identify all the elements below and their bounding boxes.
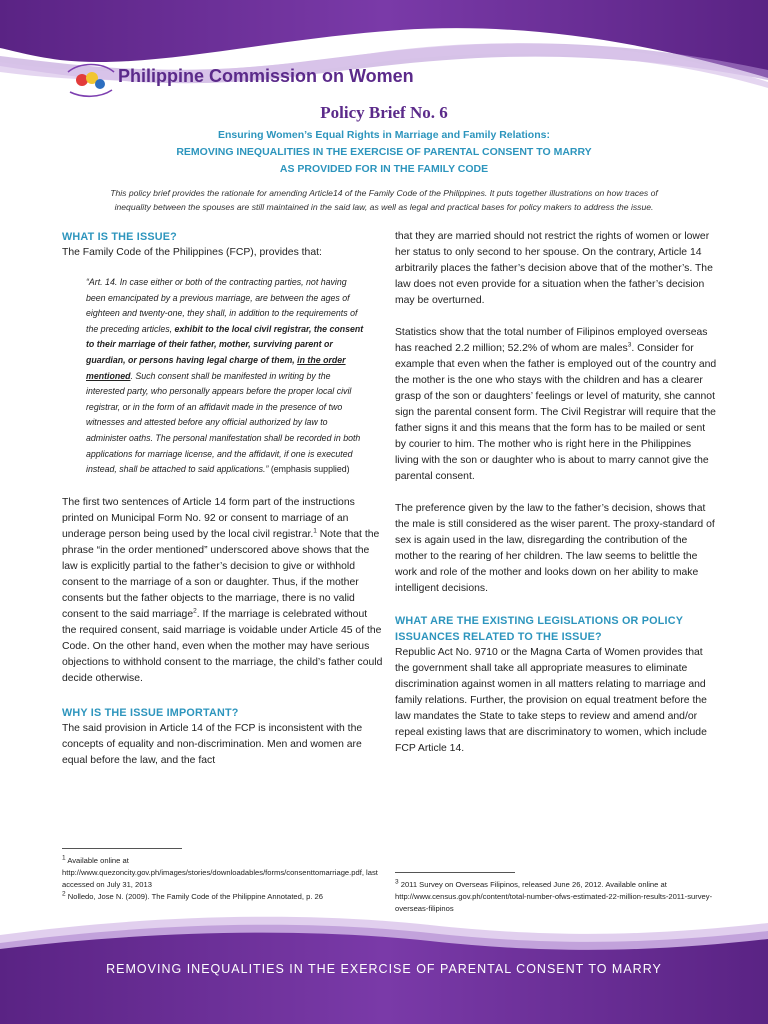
footnote-3-text: 2011 Survey on Overseas Filipinos, released June 26, 2012. Available online at http://www.census.gov.ph/content/total-number-ofws-estimated-22-million-results-2011-survey-overseas-filipinos [395, 880, 713, 913]
heading-existing-legislations: WHAT ARE THE EXISTING LEGISLATIONS OR POLICY ISSUANCES RELATED TO THE ISSUE? [395, 615, 683, 643]
article-14-quote [62, 275, 384, 478]
left-footnotes [62, 848, 384, 903]
organization-name: Philippine Commission on Women [118, 66, 414, 86]
quote-text-bold: exhibit to the local civil registrar, the consent to their marriage of their father, mother, surviving parent or guardian, or persons having legal charge of them, [86, 323, 364, 365]
footnote-1-text: Available online at http://www.quezoncity.gov.ph/images/stories/downloadables/forms/consenttomarriage.pdf, last accessed on July 31, 2013 [62, 856, 378, 889]
footnote-ref-1: 1 [313, 527, 317, 535]
right-column [395, 229, 717, 757]
footnote-1 [62, 855, 384, 891]
footnote-2-text: Nolledo, Jose N. (2009). The Family Code of the Philippine Annotated, p. 26 [65, 892, 323, 901]
footnote-ref-3: 3 [627, 341, 632, 349]
paragraph-republic-act: Republic Act No. 9710 or the Magna Carta of Women provides that the government shall take all appropriate measures to eliminate discrimination against women in all matters relating to marriage and family relations. Further, the provision on equal treatment before the law mandates the State to take steps to review and amend and/or repeal existing laws that are discriminatory to women, which include FCP Article 14. [395, 647, 707, 754]
footnote-2-number: 2 [62, 890, 66, 898]
quote-text-underlined: in the order mentioned [86, 354, 346, 381]
stats-part-b: . Consider for example that even when the father is employed out of the country and the mother is the one who stays with the children and has a clearer grasp of the son or daughters’ feelings or level of maturity, she cannot sign the parental consent form. The Civil Registrar will require that the father signs it and this means that the form has to be mailed or sent by courier to him. The mother who is right here in the Philippines living with the son or daughter who is about to marry cannot give the parental consent. [395, 343, 717, 482]
policy-brief-number: Policy Brief No. 6 [320, 103, 448, 122]
subtitle-line-3: AS PROVIDED FOR IN THE FAMILY CODE [279, 163, 489, 175]
stats-part-a: Statistics show that the total number of Filipinos employed overseas has reached 2.2 million; 52.2% of whom are males [395, 327, 708, 354]
paragraph-inconsistent: The said provision in Article 14 of the FCP is inconsistent with the concepts of equality and non-discrimination. Men and women are equal before the law, and the fact [62, 722, 363, 766]
paragraph-statistics [395, 325, 717, 485]
paragraph-married-rights: that they are married should not restrict the rights of women or lower her status to only second to her spouse. On the contrary, Article 14 arbitrarily places the father’s decision above that of the mother’s. The law does not even provide for a situation when the father’s decision may be overturned. [395, 231, 713, 306]
quote-text-a: “Art. 14. In case either or both of the contracting parties, not having been emancipated by a previous marriage, are between the ages of eighteen and twenty-one, they shall, in addition to the requirements of the preceding articles, [86, 277, 358, 334]
left-column [62, 229, 384, 769]
subtitle-line-2: REMOVING INEQUALITIES IN THE EXERCISE OF PARENTAL CONSENT TO MARRY [176, 146, 592, 158]
footer-title: REMOVING INEQUALITIES IN THE EXERCISE OF PARENTAL CONSENT TO MARRY [106, 962, 662, 976]
paragraph-first-two-sentences [62, 495, 384, 687]
footnote-ref-2: 2 [193, 607, 197, 615]
paragraph-fcp-provides: The Family Code of the Philippines (FCP), provides that: [62, 247, 322, 258]
footnote-divider [62, 848, 182, 849]
para2-part-a: The first two sentences of Article 14 form part of the instructions printed on Municipal Form No. 92 or consent to marriage of an underage person being used by the local civil registrar. [62, 496, 355, 540]
intro-paragraph [56, 186, 712, 214]
footnote-divider-right [395, 872, 515, 873]
para2-part-c: . If the marriage is celebrated without the required consent, said marriage is voidable under Article 45 of the Code. On the other hand, even when the mother may have serious objections to withhold consent to the marriage, the child’s father could decide otherwise. [62, 608, 383, 684]
intro-line-2: inequality between the spouses are still maintained in the said law, as well as legal and practical bases for policy makers to address the issue. [114, 202, 654, 212]
subtitle-line-1: Ensuring Women’s Equal Rights in Marriage and Family Relations: [218, 129, 550, 141]
quote-emphasis-note: (emphasis supplied) [270, 464, 350, 475]
pcw-logo-icon [62, 58, 118, 98]
paragraph-preference: The preference given by the law to the father’s decision, shows that the male is still considered as the wiser parent. The proxy-standard of sex is again used in the law, disregarding the contribution of the mother to the rearing of her children. The law seems to belittle the work and role of the mother and looks down on her ability to make intelligent decisions. [395, 503, 715, 594]
quote-text-d: . Such consent shall be manifested in writing by the interested party, who personally appears before the proper local civil registrar, or in the form of an affidavit made in the presence of two witnesses and attested before any official authorized by law to administer oaths. The personal manifestation shall be recorded in both applications for marriage license, and the affidavit, if one is executed instead, shall be attached to said applications.” [86, 370, 361, 475]
heading-why-important: WHY IS THE ISSUE IMPORTANT? [62, 706, 239, 719]
footnote-1-number: 1 [62, 854, 66, 862]
intro-line-1: This policy brief provides the rationale for amending Article14 of the Family Code of the Philippines. It puts together illustrations on how traces of [110, 188, 658, 198]
footnote-2 [62, 891, 384, 903]
footnote-3-number: 3 [395, 878, 399, 886]
heading-what-is-the-issue: WHAT IS THE ISSUE? [62, 231, 177, 243]
para2-part-b: Note that the phrase “in the order mentioned” underscored above shows that the law is explicitly partial to the father’s decision to give or withhold consent to the marriage of a son or daughter. Thus, if the mother consents but the father objects to the marriage, there is no valid consent to the said marriage [62, 528, 380, 620]
